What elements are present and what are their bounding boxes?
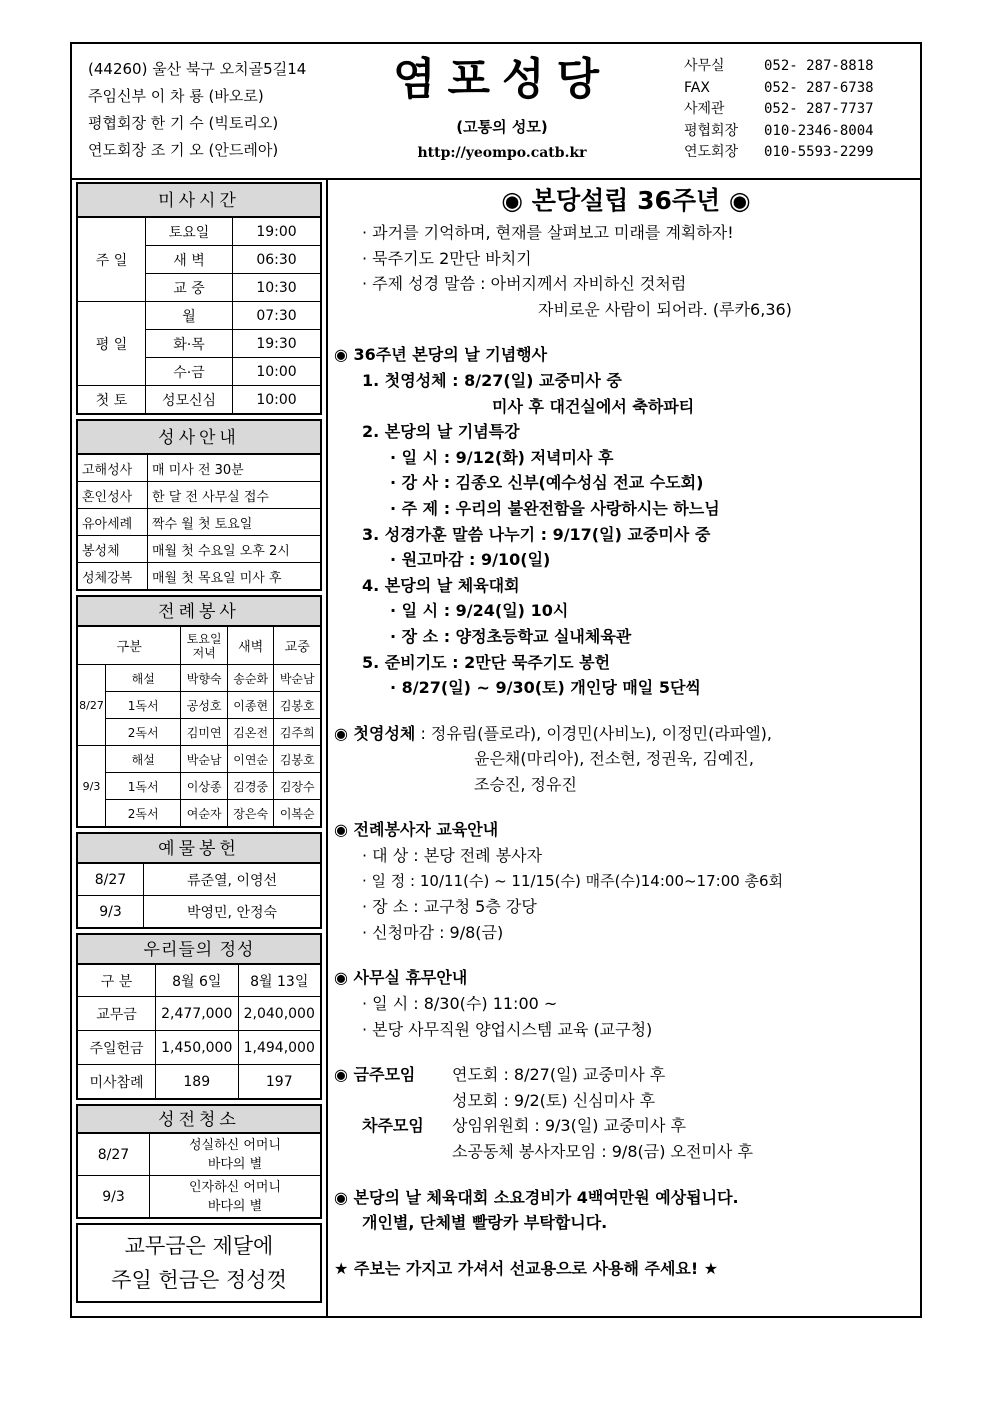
contact-row: 평협회장 010-2346-8004 — [684, 122, 874, 139]
training-section: ◉ 전례봉사자 교육안내 · 대 상 : 본당 전례 봉사자 · 일 정 : 10/11(수) ~ 11/15(수) 매주(수)14:00~17:00 총6회 · 장 소 : 교구청 5층 강당 · 신청마감 : 9/8(금) — [334, 820, 784, 942]
office-closed-section: ◉ 사무실 휴무안내 · 일 시 : 8/30(수) 11:00 ~ · 본당 사무직원 양업시스템 교육 (교구청) — [334, 968, 653, 1039]
header-info — [88, 56, 306, 164]
intro-section: · 과거를 기억하며, 현재를 살펴보고 미래를 계획하자! · 묵주기도 2만단 바치기 · 주제 성경 말씀 : 아버지께서 자비하신 것처럼 자비로운 사람이 되어라. (루카6,36) — [362, 223, 792, 319]
sacraments-table: 고해성사 매 미사 전 30분 혼인성사 한 달 전 사무실 접수 유아세례 짝수 월 첫 토요일 봉성체 매월 첫 수요일 오후 2시 성체강복 매월 첫 목요일 미사 후 — [77, 454, 321, 590]
website-link[interactable]: http://yeompo.catb.kr — [417, 145, 587, 161]
pastor: 주임신부 이 차 룡 (바오로) — [88, 87, 264, 105]
right-column — [334, 182, 918, 1281]
mass-times-table: 주 일 토요일 19:00 새 벽 06:30 교 중 10:30 평 일 월 07:30 화·목 19:30 수·금 10:00 첫 토 성모신심 10:00 — [77, 217, 321, 414]
column-divider — [326, 178, 328, 1318]
cleaning-box — [76, 1104, 322, 1219]
liturgy-box — [76, 595, 322, 828]
header — [72, 44, 920, 180]
donations-box — [76, 933, 322, 1100]
contact-row: FAX 052- 287-6738 — [684, 79, 874, 96]
liturgy-table: 구분 토요일 저녁 새벽 교중 8/27 해설 박향숙 송순화 박순남 1독서 공성호 이종현 김봉호 2독서 김미연 김온전 김주희 9/3 해설 박순남 이연순 김봉호 1독서 이상종 김경중 김장수 2독서 여순자 장은숙 이복순 — [77, 626, 321, 827]
bulletin-frame — [70, 42, 922, 1318]
cleaning-title: 성전청소 — [77, 1105, 321, 1133]
sacraments-title: 성사안내 — [77, 420, 321, 454]
left-column — [76, 182, 322, 1303]
contact-row: 사무실 052- 287-8818 — [684, 58, 874, 74]
meetings-section: ◉ 금주모임 연도회 : 8/27(일) 교중미사 후 성모회 : 9/2(토) 신심미사 후 차주모임 상임위원회 : 9/3(일) 교중미사 후 소공동체 봉사자모임 : 9/8(금) 오전미사 후 — [334, 1065, 753, 1161]
footer-note: ★ 주보는 가지고 가셔서 선교용으로 사용해 주세요! ★ — [334, 1258, 719, 1278]
offering-table: 8/27 류준열, 이영선 9/3 박영민, 안정숙 — [77, 863, 321, 928]
address: (44260) 울산 북구 오치골5길14 — [88, 60, 307, 78]
sports-fund-section: ◉ 본당의 날 체육대회 소요경비가 4백여만원 예상됩니다. 개인별, 단체별 빨랑카 부탁합니다. — [334, 1187, 739, 1233]
liturgy-title: 전례봉사 — [77, 596, 321, 626]
mass-times-title: 미사시간 — [77, 183, 321, 217]
offering-title: 예물봉헌 — [77, 833, 321, 863]
page-subtitle: (고통의 성모) — [456, 118, 548, 136]
events-section: ◉ 36주년 본당의 날 기념행사 1. 첫영성체 : 8/27(일) 교중미사 중 미사 후 대건실에서 축하파티 2. 본당의 날 기념특강 · 일 시 : 9/12(화) 저녁미사 후 · 강 사 : 김종오 신부(예수성심 전교 수도회) · 주 제 : 우리의 불완전함을 사랑하시는 하느님 3. 성경가훈 말씀 나누기 : 9/17(일) 교중미사 중 · 원고마감 : 9/10(일) 4. 본당의 날 체육대회 · 일 시 : 9/24(일) 10시 · 장 소 : 양정초등학교 실내체육관 5. 준비기도 : 2만단 묵주기도 봉헌 · 8/27(일) ~ 9/30(토) 개인당 매일 5단씩 — [334, 345, 720, 698]
page-title: 염포성당 — [392, 54, 611, 105]
first-communion-section: ◉ 첫영성체 : 정유림(플로라), 이경민(사비노), 이정민(라파엘), 윤은채(마리아), 전소현, 정권욱, 김예진, 조승진, 정유진 — [334, 723, 773, 794]
mass-times-box — [76, 182, 322, 415]
tithe-reminder-box: 교무금은 제달에 주일 헌금은 정성껏 — [76, 1223, 322, 1303]
header-title-block — [372, 50, 632, 161]
cleaning-table: 8/27 성실하신 어머니 바다의 별 9/3 인자하신 어머니 바다의 별 — [77, 1133, 321, 1218]
offering-box — [76, 832, 322, 929]
contact-row: 연도회장 010-5593-2299 — [684, 144, 874, 161]
sacraments-box — [76, 419, 322, 591]
donations-title: 우리들의 정성 — [77, 934, 321, 964]
anniversary-title: ◉ 본당설립 36주년 ◉ — [501, 186, 751, 215]
council-president: 평협회장 한 기 수 (빅토리오) — [88, 114, 279, 132]
donations-table: 구 분 8월 6일 8월 13일 교무금 2,477,000 2,040,000 주일헌금 1,450,000 1,494,000 미사참례 189 197 — [77, 964, 321, 1099]
contacts — [684, 56, 874, 164]
prayer-president: 연도회장 조 기 오 (안드레아) — [88, 141, 279, 159]
contact-row: 사제관 052- 287-7737 — [684, 101, 874, 118]
